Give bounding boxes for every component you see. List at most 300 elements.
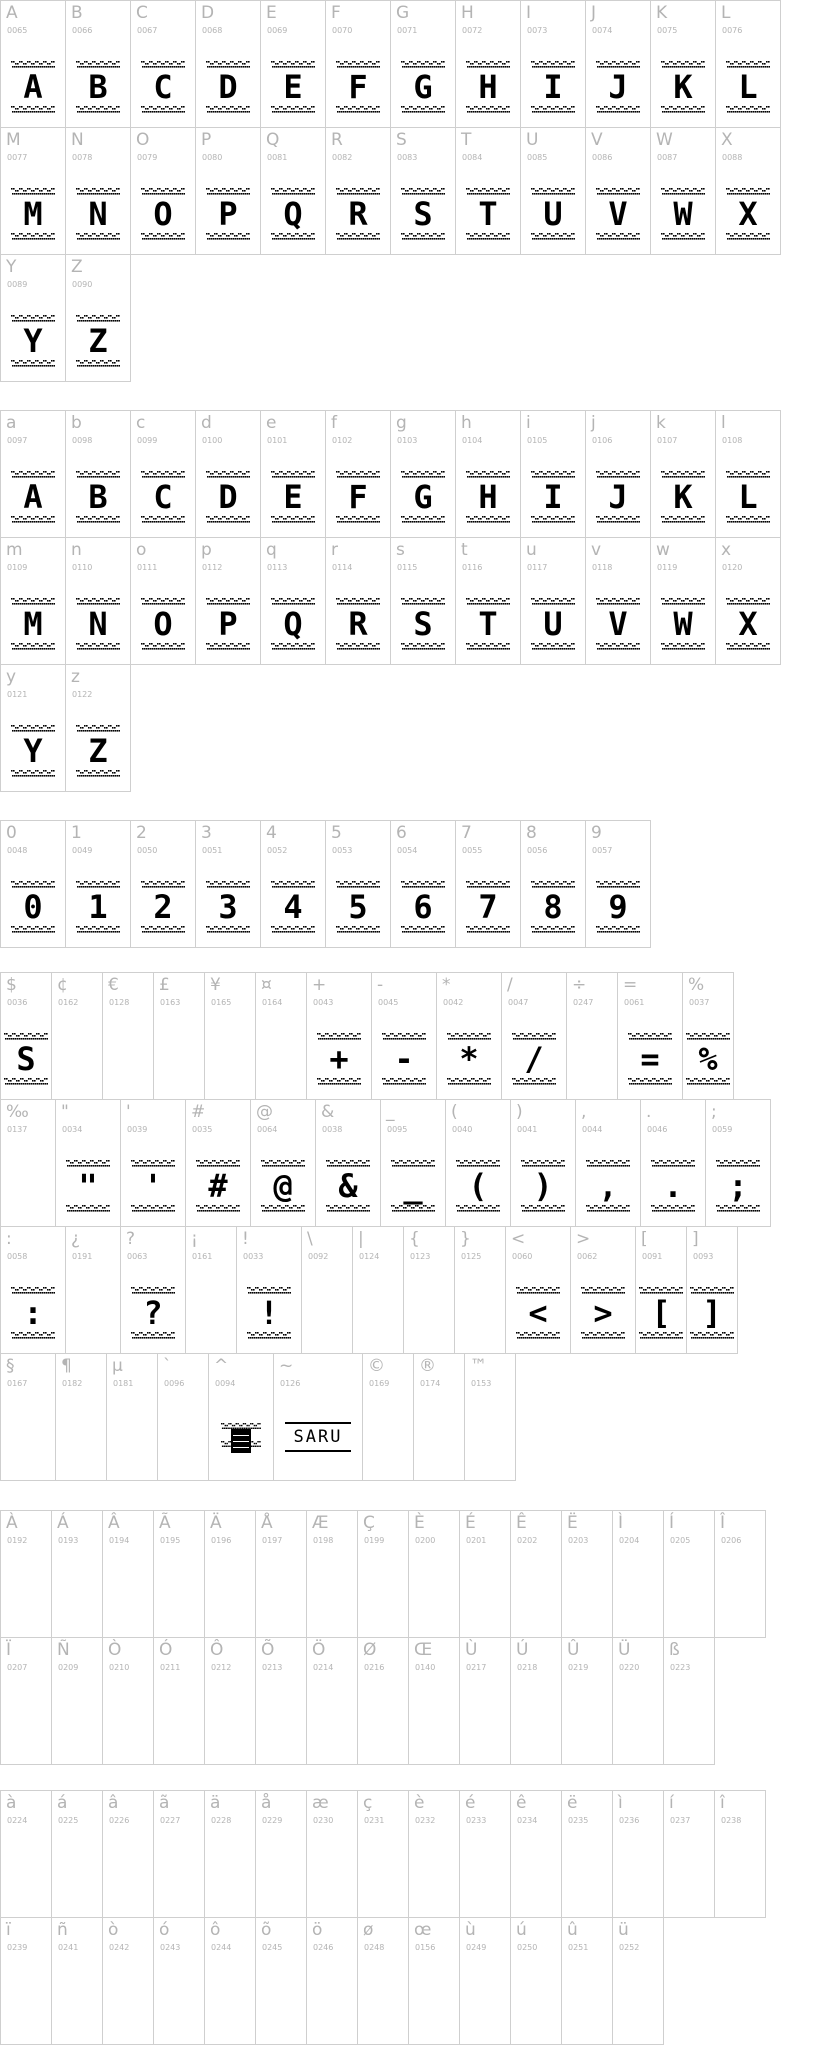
glyph-cell <box>153 1510 205 1638</box>
glyph-symbol: H <box>478 68 498 106</box>
wave-decoration <box>76 881 120 888</box>
character-label: s <box>396 540 405 560</box>
wave-decoration <box>512 1033 556 1040</box>
glyph-cell <box>561 1917 613 2045</box>
glyph-symbol: Y <box>23 732 43 770</box>
character-label: Y <box>6 257 17 277</box>
logo-rule <box>285 1422 351 1424</box>
wave-decoration <box>76 598 120 605</box>
glyph-symbol: 2 <box>153 888 173 926</box>
glyph-symbol: C <box>153 68 173 106</box>
glyph-cell <box>204 1510 256 1638</box>
character-code: 0042 <box>443 998 464 1007</box>
character-label: ü <box>618 1920 629 1940</box>
glyph-cell <box>705 1099 771 1227</box>
character-code: 0109 <box>7 563 28 572</box>
glyph-symbol: _ <box>403 1167 423 1205</box>
character-code: 0088 <box>722 153 743 162</box>
wave-decoration <box>206 188 250 195</box>
character-code: 0086 <box>592 153 613 162</box>
wave-decoration <box>76 516 120 523</box>
glyph-cell <box>260 537 326 665</box>
glyph-cell <box>51 1637 103 1765</box>
character-label: Ï <box>6 1640 12 1660</box>
glyph-preview <box>401 61 445 113</box>
character-label: l <box>721 413 726 433</box>
character-code: 0119 <box>657 563 678 572</box>
glyph-symbol: M <box>23 605 43 643</box>
glyph-cell <box>0 1790 52 1918</box>
glyph-cell <box>459 1790 511 1918</box>
glyph-cell <box>204 1637 256 1765</box>
glyph-symbol: ] <box>702 1294 722 1332</box>
character-code: 0202 <box>517 1536 538 1545</box>
character-code: 0213 <box>262 1663 283 1672</box>
character-code: 0206 <box>721 1536 742 1545</box>
glyph-cell <box>585 410 651 538</box>
glyph-preview <box>76 61 120 113</box>
character-label: ® <box>419 1356 436 1376</box>
character-code: 0062 <box>577 1252 598 1261</box>
wave-decoration <box>336 61 380 68</box>
wave-decoration <box>271 106 315 113</box>
glyph-symbol: H <box>478 478 498 516</box>
wave-decoration <box>466 881 510 888</box>
character-label: x <box>721 540 732 560</box>
glyph-row <box>0 1226 770 1353</box>
glyph-cell <box>195 820 261 948</box>
wave-decoration <box>466 643 510 650</box>
wave-decoration <box>76 926 120 933</box>
glyph-cell <box>102 972 154 1100</box>
character-code: 0199 <box>364 1536 385 1545</box>
glyph-cell <box>413 1353 465 1481</box>
wave-decoration <box>661 106 705 113</box>
glyph-cell <box>120 1226 186 1354</box>
character-label: , <box>581 1102 587 1122</box>
glyph-preview <box>206 188 250 240</box>
accented-upper-section <box>0 1510 765 1764</box>
character-code: 0063 <box>127 1252 148 1261</box>
glyph-cell <box>566 972 618 1100</box>
character-code: 0059 <box>712 1125 733 1134</box>
character-code: 0209 <box>58 1663 79 1672</box>
glyph-preview <box>661 61 705 113</box>
character-label: t <box>461 540 468 560</box>
glyph-cell <box>464 1353 516 1481</box>
wave-decoration <box>131 1160 175 1167</box>
wave-decoration <box>531 61 575 68</box>
character-label: | <box>358 1229 364 1249</box>
wave-decoration <box>261 1160 305 1167</box>
glyph-cell <box>561 1790 613 1918</box>
glyph-symbol: U <box>543 605 563 643</box>
character-label: Î <box>720 1513 726 1533</box>
glyph-preview <box>206 881 250 933</box>
wave-decoration <box>382 1033 426 1040</box>
wave-decoration <box>141 233 185 240</box>
glyph-symbol: [ <box>651 1294 671 1332</box>
glyph-cell <box>260 410 326 538</box>
glyph-cell <box>408 1510 460 1638</box>
character-label: ã <box>159 1793 170 1813</box>
glyph-cell <box>617 972 683 1100</box>
glyph-symbol: Q <box>283 605 303 643</box>
glyph-cell <box>255 1637 307 1765</box>
character-code: 0203 <box>568 1536 589 1545</box>
glyph-preview <box>661 471 705 523</box>
glyph-preview <box>141 471 185 523</box>
glyph-preview <box>271 598 315 650</box>
character-label: ô <box>210 1920 221 1940</box>
wave-decoration <box>271 61 315 68</box>
character-label: ] <box>692 1229 699 1249</box>
character-label: Ì <box>618 1513 624 1533</box>
character-code: 0243 <box>160 1943 181 1952</box>
glyph-symbol: / <box>524 1040 544 1078</box>
character-code: 0071 <box>397 26 418 35</box>
glyph-preview <box>76 598 120 650</box>
glyph-cell <box>408 1637 460 1765</box>
wave-decoration <box>447 1033 491 1040</box>
glyph-cell <box>204 1790 256 1918</box>
glyph-cell <box>51 1510 103 1638</box>
character-code: 0174 <box>420 1379 441 1388</box>
glyph-row <box>0 1637 765 1764</box>
glyph-preview <box>466 188 510 240</box>
character-code: 0112 <box>202 563 223 572</box>
character-code: 0095 <box>387 1125 408 1134</box>
character-label: W <box>656 130 673 150</box>
wave-decoration <box>686 1033 730 1040</box>
glyph-cell <box>255 972 307 1100</box>
character-code: 0085 <box>527 153 548 162</box>
glyph-cell <box>380 1099 446 1227</box>
character-code: 0114 <box>332 563 353 572</box>
glyph-symbol: E <box>283 478 303 516</box>
character-label: 4 <box>266 823 277 843</box>
character-label: ^ <box>214 1356 229 1376</box>
glyph-symbol: C <box>153 478 173 516</box>
glyph-preview <box>76 188 120 240</box>
wave-decoration <box>716 1205 760 1212</box>
glyph-preview <box>391 1160 435 1212</box>
character-code: 0225 <box>58 1816 79 1825</box>
wave-decoration <box>726 598 770 605</box>
character-label: b <box>71 413 82 433</box>
wave-decoration <box>516 1287 560 1294</box>
character-code: 0229 <box>262 1816 283 1825</box>
character-code: 0070 <box>332 26 353 35</box>
character-code: 0113 <box>267 563 288 572</box>
character-code: 0079 <box>137 153 158 162</box>
wave-decoration <box>336 643 380 650</box>
character-code: 0238 <box>721 1816 742 1825</box>
character-code: 0248 <box>364 1943 385 1952</box>
character-code: 0101 <box>267 436 288 445</box>
character-label: ? <box>126 1229 136 1249</box>
character-label: µ <box>112 1356 123 1376</box>
wave-decoration <box>206 881 250 888</box>
wave-decoration <box>661 61 705 68</box>
wave-decoration <box>271 881 315 888</box>
glyph-cell <box>153 1917 205 2045</box>
glyph-cell <box>663 1790 715 1918</box>
glyph-symbol: V <box>608 605 628 643</box>
character-label: y <box>6 667 17 687</box>
glyph-preview <box>326 1160 370 1212</box>
character-code: 0252 <box>619 1943 640 1952</box>
glyph-cell <box>663 1637 715 1765</box>
glyph-symbol: G <box>413 478 433 516</box>
glyph-cell <box>325 0 391 128</box>
glyph-cell <box>561 1510 613 1638</box>
wave-decoration <box>141 881 185 888</box>
glyph-preview <box>11 881 55 933</box>
character-code: 0061 <box>624 998 645 1007</box>
glyph-symbol: = <box>640 1040 660 1078</box>
glyph-preview <box>401 881 445 933</box>
glyph-symbol: R <box>348 195 368 233</box>
glyph-symbol: # <box>208 1167 228 1205</box>
glyph-symbol: R <box>348 605 368 643</box>
glyph-cell <box>0 1510 52 1638</box>
wave-decoration <box>401 643 445 650</box>
glyph-cell <box>260 820 326 948</box>
character-code: 0092 <box>308 1252 329 1261</box>
glyph-symbol: 7 <box>478 888 498 926</box>
glyph-row <box>0 1917 765 2044</box>
character-code: 0237 <box>670 1816 691 1825</box>
glyph-preview <box>726 61 770 113</box>
wave-decoration <box>336 233 380 240</box>
glyph-cell <box>208 1353 274 1481</box>
wave-decoration <box>726 233 770 240</box>
wave-decoration <box>271 471 315 478</box>
character-code: 0239 <box>7 1943 28 1952</box>
glyph-cell <box>130 0 196 128</box>
glyph-preview <box>447 1033 491 1085</box>
wave-decoration <box>596 471 640 478</box>
glyph-symbol: 3 <box>218 888 238 926</box>
wave-decoration <box>661 516 705 523</box>
glyph-cell <box>325 410 391 538</box>
character-code: 0125 <box>461 1252 482 1261</box>
glyph-preview <box>401 598 445 650</box>
character-code: 0192 <box>7 1536 28 1545</box>
character-code: 0087 <box>657 153 678 162</box>
glyph-symbol: F <box>348 68 368 106</box>
glyph-cell <box>65 820 131 948</box>
glyph-preview <box>336 61 380 113</box>
character-code: 0044 <box>582 1125 603 1134</box>
glyph-cell <box>715 127 781 255</box>
character-label: Õ <box>261 1640 275 1660</box>
character-label: à <box>6 1793 17 1813</box>
lowercase-section <box>0 410 780 791</box>
character-code: 0224 <box>7 1816 28 1825</box>
wave-decoration <box>11 106 55 113</box>
glyph-preview <box>382 1033 426 1085</box>
wave-decoration <box>326 1160 370 1167</box>
character-code: 0118 <box>592 563 613 572</box>
character-code: 0033 <box>243 1252 264 1261</box>
character-code: 0218 <box>517 1663 538 1672</box>
character-label: a <box>6 413 17 433</box>
character-label: I <box>526 3 532 23</box>
character-code: 0162 <box>58 998 79 1007</box>
character-label: æ <box>312 1793 329 1813</box>
wave-decoration <box>11 315 55 322</box>
character-label: 6 <box>396 823 407 843</box>
character-code: 0051 <box>202 846 223 855</box>
glyph-cell <box>520 0 586 128</box>
character-code: 0083 <box>397 153 418 162</box>
wave-decoration <box>271 188 315 195</box>
glyph-preview <box>581 1287 625 1339</box>
wave-decoration <box>141 471 185 478</box>
wave-decoration <box>11 360 55 367</box>
character-code: 0048 <box>7 846 28 855</box>
character-code: 0249 <box>466 1943 487 1952</box>
glyph-cell <box>0 1099 56 1227</box>
glyph-cell <box>153 1790 205 1918</box>
glyph-cell <box>185 1099 251 1227</box>
character-label: R <box>331 130 343 150</box>
glyph-symbol: O <box>153 605 173 643</box>
glyph-cell <box>195 537 261 665</box>
glyph-cell <box>51 1790 103 1918</box>
character-code: 0196 <box>211 1536 232 1545</box>
character-label: ¶ <box>61 1356 72 1376</box>
character-label: ¥ <box>210 975 221 995</box>
character-code: 0207 <box>7 1663 28 1672</box>
character-label: ê <box>516 1793 527 1813</box>
glyph-cell <box>715 410 781 538</box>
character-code: 0163 <box>160 998 181 1007</box>
character-code: 0245 <box>262 1943 283 1952</box>
wave-decoration <box>141 188 185 195</box>
glyph-cell <box>585 127 651 255</box>
glyph-preview <box>628 1033 672 1085</box>
glyph-symbol: L <box>738 68 758 106</box>
character-label: C <box>136 3 148 23</box>
glyph-cell <box>575 1099 641 1227</box>
wave-decoration <box>466 233 510 240</box>
glyph-cell <box>650 0 716 128</box>
character-label: í <box>669 1793 674 1813</box>
glyph-cell <box>357 1917 409 2045</box>
glyph-cell <box>306 1510 358 1638</box>
glyph-symbol: W <box>673 605 693 643</box>
glyph-preview <box>466 61 510 113</box>
glyph-cell <box>102 1790 154 1918</box>
character-code: 0193 <box>58 1536 79 1545</box>
glyph-preview <box>336 598 380 650</box>
character-code: 0067 <box>137 26 158 35</box>
character-label: Œ <box>414 1640 433 1660</box>
glyph-preview <box>11 188 55 240</box>
glyph-preview <box>336 188 380 240</box>
character-code: 0093 <box>693 1252 714 1261</box>
character-code: 0124 <box>359 1252 380 1261</box>
glyph-cell <box>0 664 66 792</box>
character-code: 0205 <box>670 1536 691 1545</box>
wave-decoration <box>141 61 185 68</box>
wave-decoration <box>466 598 510 605</box>
glyph-preview <box>726 188 770 240</box>
wave-decoration <box>401 516 445 523</box>
glyph-cell <box>455 537 521 665</box>
character-label: S <box>396 130 407 150</box>
glyph-cell <box>130 127 196 255</box>
character-code: 0227 <box>160 1816 181 1825</box>
glyph-cell <box>510 1099 576 1227</box>
glyph-cell <box>510 1510 562 1638</box>
glyph-preview <box>317 1033 361 1085</box>
character-code: 0226 <box>109 1816 130 1825</box>
wave-decoration <box>131 1287 175 1294</box>
glyph-cell <box>585 820 651 948</box>
glyph-cell <box>505 1226 571 1354</box>
glyph-preview <box>531 188 575 240</box>
character-label: 8 <box>526 823 537 843</box>
glyph-symbol: % <box>698 1040 718 1078</box>
wave-decoration <box>726 643 770 650</box>
character-label: ë <box>567 1793 578 1813</box>
glyph-row <box>0 1353 770 1480</box>
glyph-symbol: 5 <box>348 888 368 926</box>
glyph-cell <box>306 1790 358 1918</box>
wave-decoration <box>531 516 575 523</box>
wave-decoration <box>11 471 55 478</box>
glyph-preview <box>271 61 315 113</box>
glyph-cell <box>650 537 716 665</box>
character-label: õ <box>261 1920 272 1940</box>
character-code: 0181 <box>113 1379 134 1388</box>
character-code: 0053 <box>332 846 353 855</box>
wave-decoration <box>11 188 55 195</box>
character-label: ¤ <box>261 975 272 995</box>
wave-decoration <box>651 1205 695 1212</box>
glyph-cell <box>682 972 734 1100</box>
glyph-cell <box>585 537 651 665</box>
glyph-preview <box>131 1287 175 1339</box>
logo-rule <box>285 1450 351 1452</box>
character-label: Ó <box>159 1640 173 1660</box>
wave-decoration <box>628 1033 672 1040</box>
wave-decoration <box>531 598 575 605</box>
wave-decoration <box>401 926 445 933</box>
character-code: 0054 <box>397 846 418 855</box>
character-label: E <box>266 3 277 23</box>
character-code: 0052 <box>267 846 288 855</box>
wave-decoration <box>76 360 120 367</box>
glyph-preview <box>466 881 510 933</box>
glyph-preview <box>11 471 55 523</box>
glyph-symbol: S <box>16 1040 36 1078</box>
wave-decoration <box>596 598 640 605</box>
glyph-preview <box>66 1160 110 1212</box>
character-label: ä <box>210 1793 221 1813</box>
glyph-symbol: M <box>23 195 43 233</box>
character-code: 0246 <box>313 1943 334 1952</box>
glyph-cell <box>686 1226 738 1354</box>
glyph-row <box>0 127 780 254</box>
glyph-cell <box>403 1226 455 1354</box>
character-label: Æ <box>312 1513 329 1533</box>
character-code: 0230 <box>313 1816 334 1825</box>
